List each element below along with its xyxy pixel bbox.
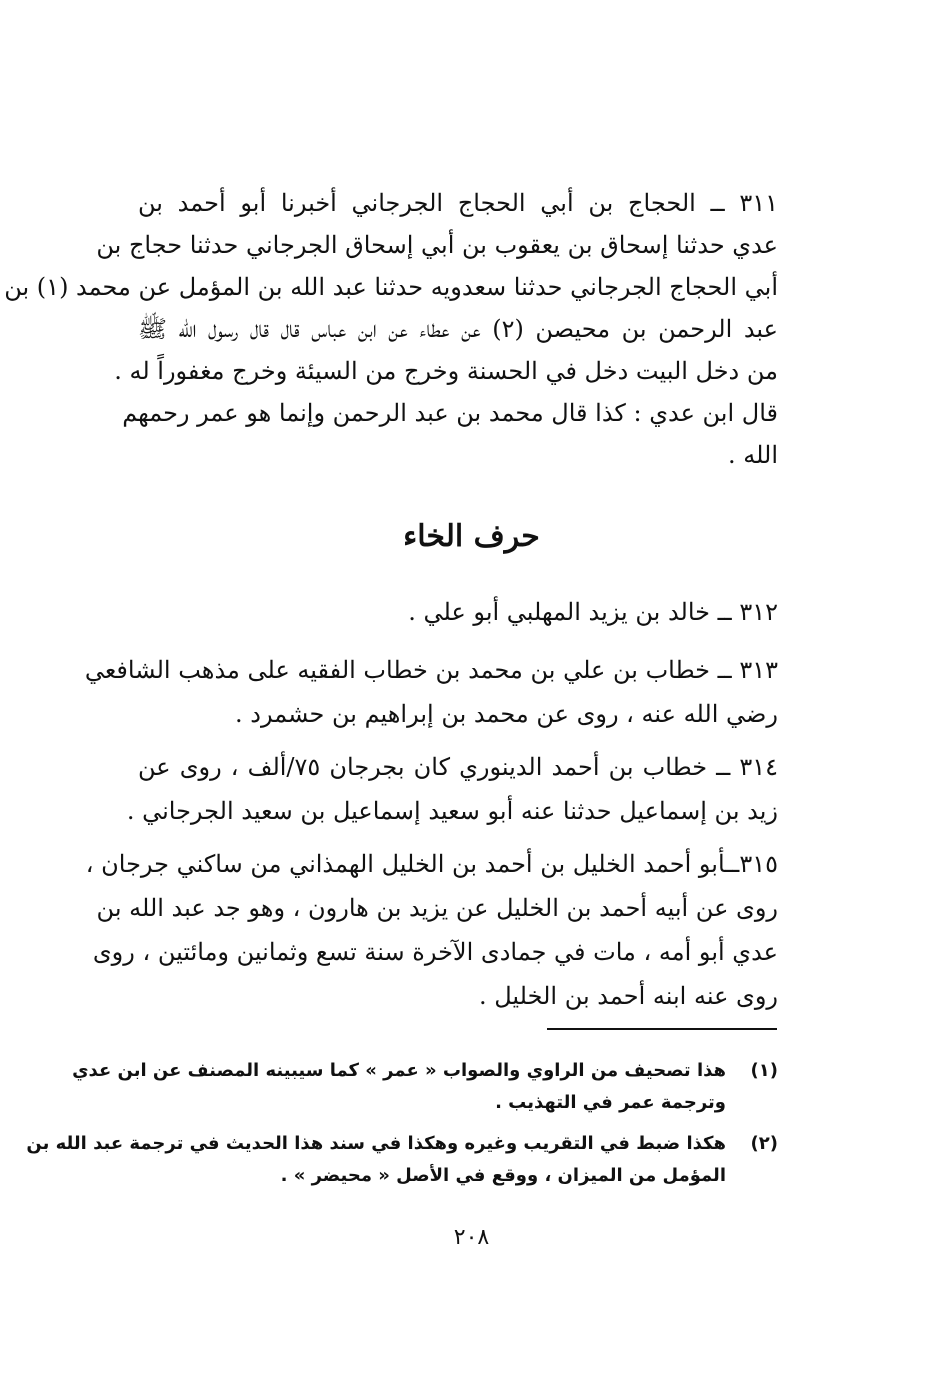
entry-313-line-2: رضي الله عنه ، روى عن محمد بن إبراهيم بن حشمرد .: [235, 700, 778, 728]
entry-315: [85, 842, 778, 1018]
entry-311-line-1: ٣١١ ــ الحجاج بن أبي الحجاج الجرجاني أخبرنا أبو أحمد بن: [138, 189, 778, 217]
footnote-2: [26, 1128, 778, 1192]
section-heading: حرف الخاء: [403, 519, 540, 554]
entry-315-line-3: عدي أبو أمه ، مات في جمادى الآخرة سنة تسع وثمانين ومائتين ، روى: [92, 938, 778, 966]
entry-315-line-2: روى عن أبيه أحمد بن الخليل عن يزيد بن هارون ، وهو جد عبد الله بن: [96, 894, 778, 922]
entry-311-line-7: الله .: [727, 441, 778, 469]
footnote-2-number: (٢): [750, 1133, 778, 1154]
footnote-2-line-1: هكذا ضبط في التقريب وغيره وهكذا في سند هذا الحديث في ترجمة عبد الله بن: [26, 1133, 726, 1154]
entry-312: [138, 590, 778, 634]
entry-313: [84, 648, 778, 736]
entry-311: [4, 182, 778, 476]
footnote-1-line-1: هذا تصحيف من الراوي والصواب « عمر » كما سيبينه المصنف عن ابن عدي: [72, 1060, 726, 1081]
entry-311-line-5: من دخل البيت دخل في الحسنة وخرج من السيئة وخرج مغفوراً له .: [114, 357, 778, 385]
entry-314: [126, 745, 778, 833]
footnote-divider: [547, 1028, 777, 1030]
entry-311-line-2: عدي حدثنا إسحاق بن يعقوب بن أبي إسحاق الجرجاني حدثنا حجاج بن: [96, 231, 778, 259]
entry-313-line-1: ٣١٣ ــ خطاب بن علي بن محمد بن خطاب الفقيه على مذهب الشافعي: [84, 656, 778, 684]
entry-314-line-2: زيد بن إسماعيل حدثنا عنه أبو سعيد إسماعيل بن سعيد الجرجاني .: [126, 797, 778, 825]
page-number: ٢٠٨: [453, 1225, 490, 1250]
footnote-1: [72, 1055, 778, 1119]
entry-311-line-6: قال ابن عدي : كذا قال محمد بن عبد الرحمن وإنما هو عمر رحمهم: [122, 399, 778, 427]
entry-312-line-1: ٣١٢ ــ خالد بن يزيد المهلبي أبو علي .: [408, 598, 778, 626]
entry-311-line-4: عبد الرحمن بن محيصن (٢) عن عطاء عن ابن عباس قال قال رسول الله ﷺ: [138, 315, 778, 343]
entry-311-line-3: أبي الحجاج الجرجاني حدثنا سعدويه حدثنا عبد الله بن المؤمل عن محمد (١) بن: [4, 273, 778, 301]
footnote-1-number: (١): [750, 1060, 778, 1081]
footnote-1-line-2: وترجمة عمر في التهذيب .: [495, 1092, 726, 1113]
entry-315-line-1: ٣١٥ــأبو أحمد الخليل بن أحمد بن الخليل الهمذاني من ساكني جرجان ،: [85, 850, 778, 878]
entry-315-line-4: روى عنه ابنه أحمد بن الخليل .: [478, 982, 778, 1010]
entry-314-line-1: ٣١٤ ــ خطاب بن أحمد الدينوري كان بجرجان ٧٥/ألف ، روى عن: [138, 753, 778, 781]
footnote-2-line-2: المؤمل من الميزان ، ووقع في الأصل « محيضر » .: [280, 1165, 726, 1186]
